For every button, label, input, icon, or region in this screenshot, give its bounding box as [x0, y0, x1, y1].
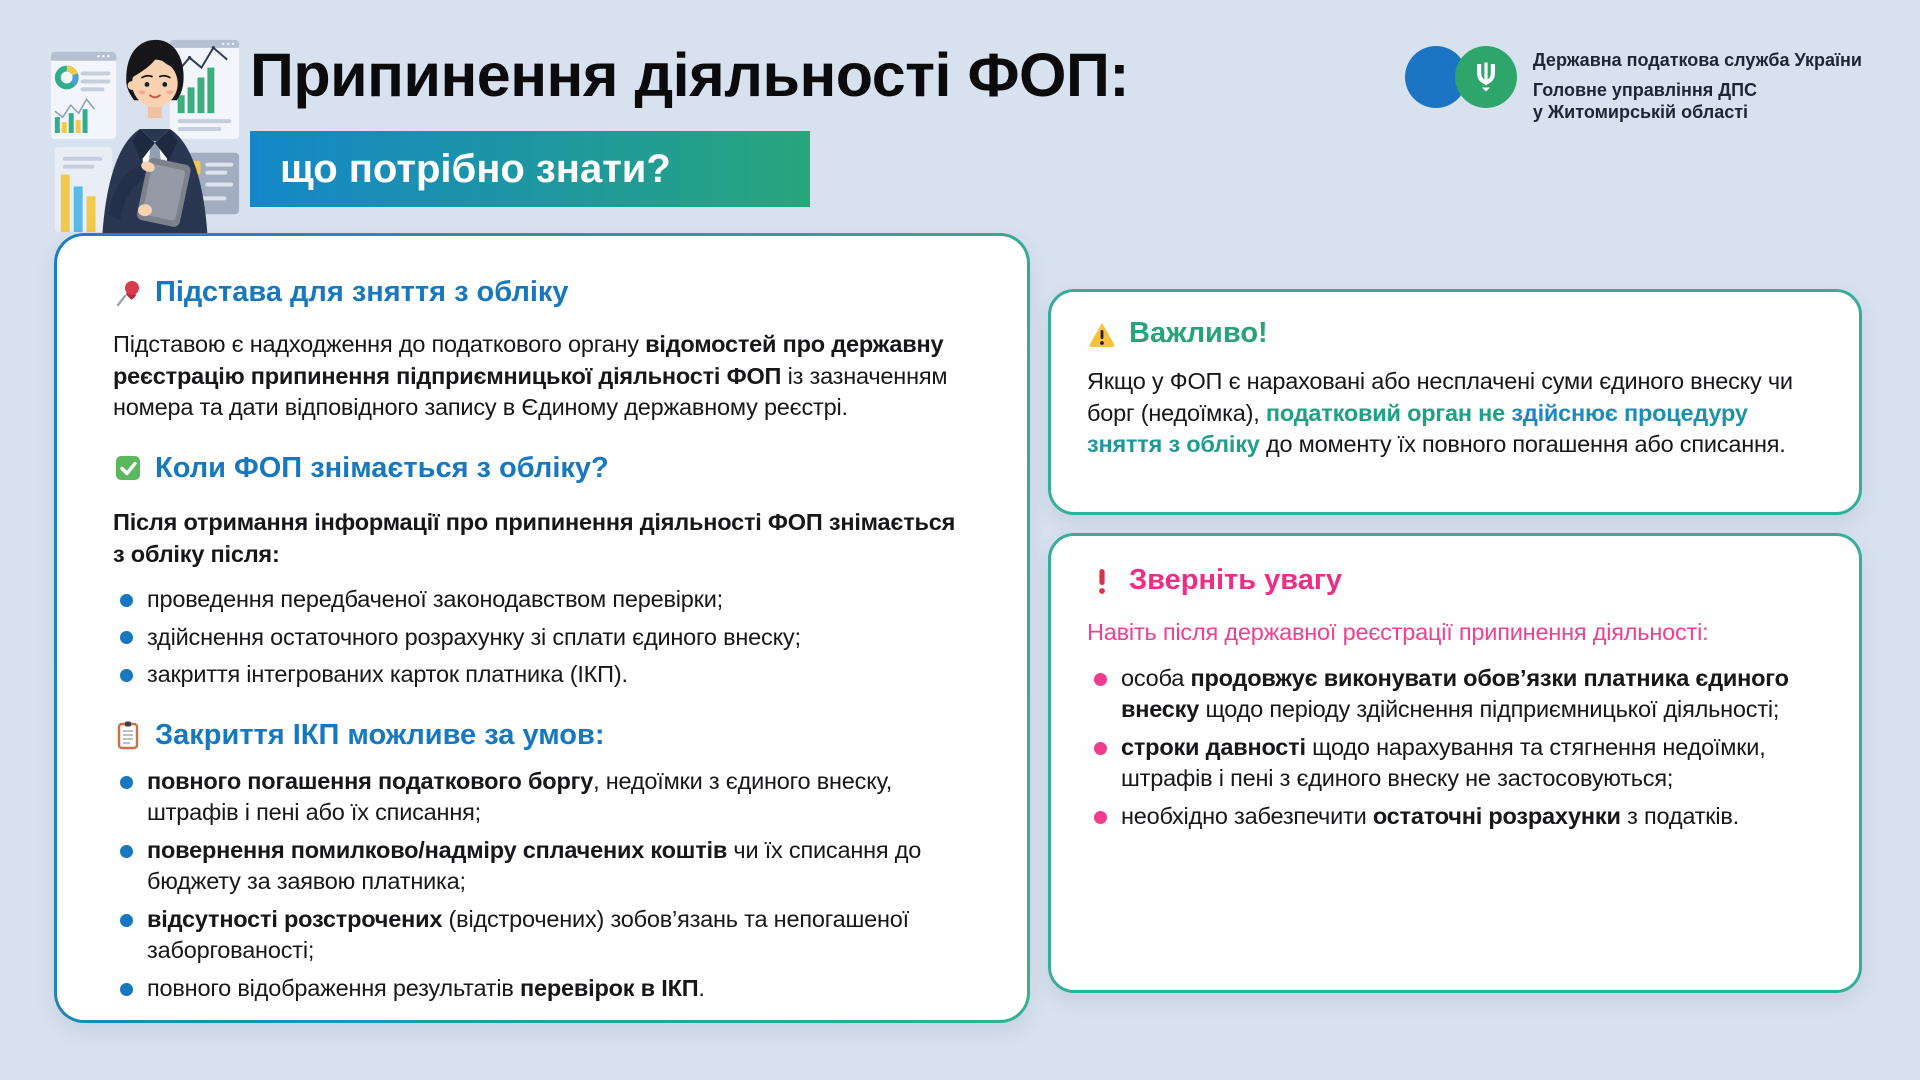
list-item: закриття інтегрованих карток платника (ІКП). — [113, 659, 971, 690]
list-item: відсутності розстрочених (відстрочених) зобов’язань та непогашеної заборгованості; — [113, 904, 971, 967]
attention-heading — [1087, 564, 1799, 597]
warning-icon — [1087, 319, 1117, 349]
chart-panel-top-left — [51, 52, 116, 139]
important-heading-label: Важливо! — [1129, 317, 1268, 349]
list-item: строки давності щодо нарахування та стягнення недоїмки, штрафів і пені з єдиного внеску не застосовуються; — [1087, 732, 1799, 795]
subtitle-text: що потрібно знати? — [280, 146, 671, 191]
list-item: необхідно забезпечити остаточні розрахунки з податків. — [1087, 801, 1799, 832]
attention-card — [1048, 533, 1862, 993]
section-heading-closure — [113, 719, 971, 752]
list-item: повернення помилково/надміру сплачених коштів чи їх списання до бюджету за заявою платника; — [113, 835, 971, 898]
section-heading-closure-label: Закриття ІКП можливе за умов: — [155, 718, 605, 751]
closure-bullet-list — [113, 766, 971, 1004]
org-logo — [1405, 46, 1862, 124]
org-name-line2: Головне управління ДПС — [1532, 79, 1758, 100]
when-bullet-list — [113, 584, 971, 690]
page-title: Припинення діяльності ФОП: — [250, 41, 1130, 109]
org-name-line3: у Житомирській області — [1532, 102, 1749, 122]
org-text — [1533, 46, 1862, 124]
important-heading — [1087, 317, 1809, 350]
check-icon — [113, 453, 143, 483]
logo-circles — [1405, 46, 1517, 108]
section-heading-grounds — [113, 276, 971, 309]
section-heading-when-label: Коли ФОП знімається з обліку? — [155, 451, 609, 484]
pushpin-icon — [113, 278, 143, 308]
list-item: проведення передбаченої законодавством перевірки; — [113, 584, 971, 615]
clipboard-icon — [113, 720, 143, 750]
businessman-illustration — [44, 26, 244, 234]
attention-bullet-list — [1087, 663, 1799, 832]
org-name-line1: Державна податкова служба України — [1532, 50, 1862, 70]
logo-trident-icon — [1455, 46, 1517, 108]
section-heading-when — [113, 452, 971, 485]
list-item: повного відображення результатів перевірок в ІКП. — [113, 973, 971, 1004]
list-item: особа продовжує виконувати обов’язки платника єдиного внеску щодо періоду здійснення підприємницької діяльності; — [1087, 663, 1799, 726]
list-item: здійснення остаточного розрахунку зі сплати єдиного внеску; — [113, 622, 971, 653]
section-heading-grounds-label: Підстава для зняття з обліку — [155, 276, 569, 308]
attention-heading-label: Зверніть увагу — [1129, 564, 1343, 596]
exclamation-icon — [1087, 566, 1117, 596]
grounds-paragraph: Підставою є надходження до податкового органу відомостей про державну реєстрацію припинення підприємницької діяльності ФОП із зазначенням номера та дати відповідного запису в Єдиному державному реєстрі. — [113, 331, 948, 421]
when-intro: Після отримання інформації про припинення діяльності ФОП знімається з обліку після: — [113, 509, 956, 567]
subtitle-banner — [250, 131, 810, 207]
important-card — [1048, 289, 1862, 515]
attention-intro: Навіть після державної реєстрації припинення діяльності: — [1087, 619, 1709, 646]
list-item: повного погашення податкового боргу, недоїмки з єдиного внеску, штрафів і пені або їх списання; — [113, 766, 971, 829]
important-paragraph: Якщо у ФОП є нараховані або несплачені суми єдиного внеску чи борг (недоїмка), податковий орган не здійснює процедуру зняття з обліку до моменту їх повного погашення або списання. — [1087, 368, 1793, 458]
main-info-card — [54, 233, 1030, 1023]
